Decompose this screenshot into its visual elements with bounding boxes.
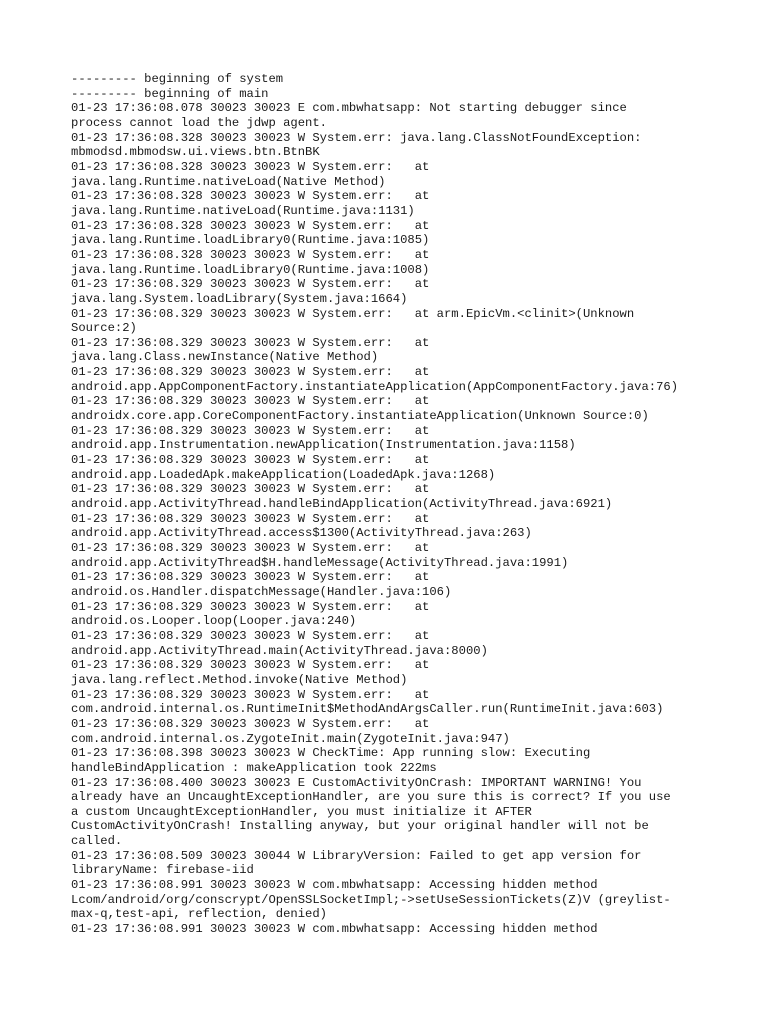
log-line: max-q,test-api, reflection, denied) [71, 907, 327, 922]
log-line: 01-23 17:36:08.329 30023 30023 W System.err: at [71, 511, 430, 526]
log-line: 01-23 17:36:08.328 30023 30023 W System.err: at [71, 159, 430, 174]
log-line: 01-23 17:36:08.329 30023 30023 W System.err: at [71, 423, 430, 438]
log-line: 01-23 17:36:08.329 30023 30023 W System.err: at [71, 599, 430, 614]
log-line: 01-23 17:36:08.329 30023 30023 W System.err: at [71, 687, 430, 702]
log-line: libraryName: firebase-iid [71, 863, 254, 878]
log-line: 01-23 17:36:08.328 30023 30023 W System.err: at [71, 218, 430, 233]
log-line: --------- beginning of main [71, 86, 269, 101]
log-line: 01-23 17:36:08.329 30023 30023 W System.err: at [71, 365, 430, 380]
log-line: 01-23 17:36:08.991 30023 30023 W com.mbwhatsapp: Accessing hidden method [71, 878, 598, 893]
log-line: java.lang.Class.newInstance(Native Method) [71, 350, 379, 365]
log-line: android.app.AppComponentFactory.instantiateApplication(AppComponentFactory.java:76) [71, 379, 679, 394]
log-line: 01-23 17:36:08.329 30023 30023 W System.err: at [71, 570, 430, 585]
log-line: mbmodsd.mbmodsw.ui.views.btn.BtnBK [71, 145, 320, 160]
log-line: android.app.ActivityThread.main(ActivityThread.java:8000) [71, 643, 488, 658]
log-line: 01-23 17:36:08.329 30023 30023 W System.err: at [71, 453, 430, 468]
log-line: 01-23 17:36:08.329 30023 30023 W System.err: at [71, 277, 430, 292]
log-line: 01-23 17:36:08.329 30023 30023 W System.err: at [71, 482, 430, 497]
log-line: a custom UncaughtExceptionHandler, you must initialize it AFTER [71, 804, 532, 819]
log-line: java.lang.Runtime.nativeLoad(Runtime.java:1131) [71, 203, 415, 218]
log-line: 01-23 17:36:08.398 30023 30023 W CheckTime: App running slow: Executing [71, 746, 591, 761]
log-line: 01-23 17:36:08.329 30023 30023 W System.err: at [71, 541, 430, 555]
log-text [71, 72, 711, 937]
log-line: java.lang.reflect.Method.invoke(Native Method) [71, 672, 408, 687]
log-line: 01-23 17:36:08.328 30023 30023 W System.err: at [71, 247, 430, 262]
log-line: 01-23 17:36:08.328 30023 30023 W System.err: at [71, 189, 430, 204]
log-line: androidx.core.app.CoreComponentFactory.instantiateApplication(Unknown Source:0) [71, 409, 649, 424]
log-line: java.lang.Runtime.loadLibrary0(Runtime.java:1085) [71, 233, 430, 248]
log-line: com.android.internal.os.ZygoteInit.main(ZygoteInit.java:947) [71, 731, 510, 746]
log-line: android.app.ActivityThread$H.handleMessage(ActivityThread.java:1991) [71, 555, 569, 570]
log-line: 01-23 17:36:08.400 30023 30023 E CustomActivityOnCrash: IMPORTANT WARNING! You [71, 775, 642, 790]
log-line: 01-23 17:36:08.329 30023 30023 W System.err: at arm.EpicVm.<clinit>(Unknown [71, 306, 635, 321]
log-line: 01-23 17:36:08.329 30023 30023 W System.err: at [71, 716, 430, 731]
log-line: process cannot load the jdwp agent. [71, 115, 327, 130]
log-line: com.android.internal.os.RuntimeInit$MethodAndArgsCaller.run(RuntimeInit.java:603) [71, 702, 664, 717]
log-line: 01-23 17:36:08.329 30023 30023 W System.err: at [71, 394, 430, 409]
log-line: called. [71, 834, 123, 849]
log-line: java.lang.System.loadLibrary(System.java:1664) [71, 291, 408, 306]
log-line: 01-23 17:36:08.991 30023 30023 W com.mbwhatsapp: Accessing hidden method [71, 922, 598, 937]
log-line: android.os.Looper.loop(Looper.java:240) [71, 614, 357, 629]
log-line: handleBindApplication : makeApplication took 222ms [71, 760, 437, 775]
log-line: java.lang.Runtime.nativeLoad(Native Method) [71, 174, 386, 189]
log-line: android.app.Instrumentation.newApplication(Instrumentation.java:1158) [71, 438, 576, 453]
log-line: android.os.Handler.dispatchMessage(Handler.java:106) [71, 584, 452, 599]
log-line: Lcom/android/org/conscrypt/OpenSSLSocketImpl;->setUseSessionTickets(Z)V (greylist- [71, 892, 671, 907]
log-line: java.lang.Runtime.loadLibrary0(Runtime.java:1008) [71, 262, 430, 277]
log-line: Source:2) [71, 321, 137, 336]
log-line: android.app.ActivityThread.handleBindApplication(ActivityThread.java:6921) [71, 497, 613, 512]
log-line: 01-23 17:36:08.509 30023 30044 W LibraryVersion: Failed to get app version for [71, 848, 642, 863]
log-line: 01-23 17:36:08.329 30023 30023 W System.err: at [71, 335, 430, 350]
log-line: 01-23 17:36:08.329 30023 30023 W System.err: at [71, 628, 430, 643]
log-line: --------- beginning of system [71, 72, 284, 86]
log-line: 01-23 17:36:08.078 30023 30023 E com.mbwhatsapp: Not starting debugger since [71, 101, 627, 116]
log-line: android.app.LoadedApk.makeApplication(LoadedApk.java:1268) [71, 467, 496, 482]
log-line: already have an UncaughtExceptionHandler, are you sure this is correct? If you use [71, 790, 671, 805]
log-line: CustomActivityOnCrash! Installing anyway, but your original handler will not be [71, 819, 649, 834]
log-line: 01-23 17:36:08.328 30023 30023 W System.err: java.lang.ClassNotFoundException: [71, 130, 642, 145]
log-line: android.app.ActivityThread.access$1300(ActivityThread.java:263) [71, 526, 532, 541]
log-line: 01-23 17:36:08.329 30023 30023 W System.err: at [71, 658, 430, 673]
